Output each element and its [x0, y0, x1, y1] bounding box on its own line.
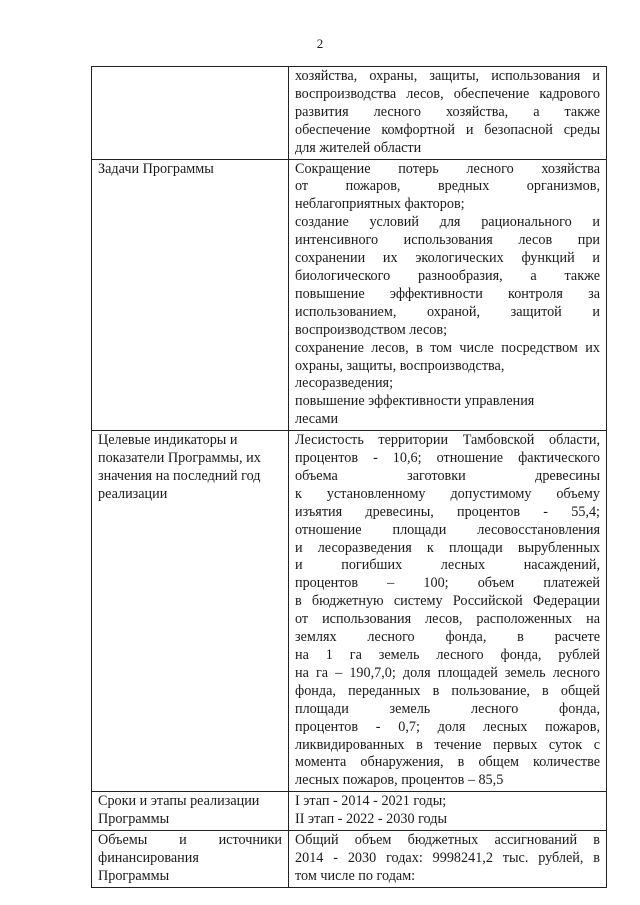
text-line: биологического разнообразия, а также — [295, 267, 600, 284]
text-line: изъятия древесины, процентов - 55,4; — [295, 503, 600, 520]
text-line: воспроизводством лесов; — [295, 321, 448, 338]
text-line: реализации — [98, 485, 168, 502]
row-label-funding — [92, 831, 289, 888]
table-row — [92, 792, 607, 831]
text-line: Задачи Программы — [98, 160, 214, 177]
text-line: в бюджетную систему Российской Федерации — [295, 593, 600, 610]
text-line: и погибших лесных насаждений, — [295, 557, 600, 574]
text-line: для жителей области — [295, 139, 422, 156]
text-line: обеспечение комфортной и безопасной среды — [295, 121, 600, 138]
text-line: Объемы и источники — [98, 832, 282, 849]
text-line: землях лесного фонда, в расчете — [295, 629, 600, 646]
text-line: лесами — [295, 411, 339, 428]
text-line: финансирования — [98, 849, 199, 866]
table-row — [92, 831, 607, 888]
text-line: отношение площади лесовосстановления — [295, 521, 600, 538]
text-line: 2014 - 2030 годах: 9998241,2 тыс. рублей, в — [295, 849, 600, 866]
row-label-timeframe — [92, 792, 289, 831]
text-line: от пожаров, вредных организмов, — [295, 178, 600, 195]
text-line: неблагоприятных факторов; — [295, 196, 465, 213]
text-line: и лесоразведения к площади вырубленных — [295, 539, 600, 556]
text-line: Программы — [98, 867, 170, 884]
text-line: момента обнаружения, в общем количестве — [295, 754, 600, 771]
text-line: Сроки и этапы реализации — [98, 793, 260, 810]
text-line: лесных пожаров, процентов – 85,5 — [295, 772, 504, 789]
program-passport-table — [91, 66, 607, 888]
text-line: ликвидированных в течение первых суток с — [295, 736, 600, 753]
text-line: развития лесного хозяйства, а также — [295, 103, 600, 120]
text-line: II этап - 2022 - 2030 годы — [295, 811, 447, 828]
page-number: 2 — [316, 36, 324, 51]
text-line: площади земель лесного фонда, — [295, 700, 600, 717]
row-value-target-indicators — [289, 431, 607, 792]
table-row — [92, 67, 607, 160]
text-line: Общий объем бюджетных ассигнований в — [295, 832, 600, 849]
text-line: фонда, переданных в пользование, в общей — [295, 682, 600, 699]
text-line: I этап - 2014 - 2021 годы; — [295, 793, 447, 810]
text-line: использованием, охраной, защитой и — [295, 303, 600, 320]
row-value-tasks — [289, 159, 607, 431]
row-label-target-indicators — [92, 431, 289, 792]
text-line: сохранение лесов, в том числе посредством их — [295, 339, 600, 356]
text-line: охраны, защиты, воспроизводства, — [295, 357, 505, 374]
text-line: показатели Программы, их — [98, 450, 261, 467]
text-line: от использования лесов, расположенных на — [295, 611, 600, 628]
table-row — [92, 431, 607, 792]
row-label-tasks — [92, 159, 289, 431]
text-line: процентов - 0,7; доля лесных пожаров, — [295, 718, 600, 735]
text-line: процентов - 10,6; отношение фактического — [295, 450, 600, 467]
text-line: значения на последний год — [98, 467, 261, 484]
text-line: том числе по годам: — [295, 867, 416, 884]
table-row — [92, 159, 607, 431]
text-line: хозяйства, охраны, защиты, использования и — [295, 68, 600, 84]
text-line: объема заготовки древесины — [295, 467, 600, 484]
row-value-timeframe — [289, 792, 607, 831]
row-value-funding — [289, 831, 607, 888]
text-line: на 1 га земель лесного фонда, рублей — [295, 647, 600, 663]
text-line: повышение эффективности управления — [295, 393, 535, 410]
text-line: на га – 190,7,0; доля площадей земель лесного — [295, 664, 600, 681]
text-line: сохранении их экологических функций и — [295, 250, 600, 267]
text-line: воспроизводства лесов, обеспечение кадрового — [295, 85, 600, 102]
text-line: создание условий для рационального и — [295, 214, 600, 231]
text-line: Программы — [98, 811, 170, 828]
text-line: Целевые индикаторы и — [98, 432, 238, 449]
text-line: Сокращение потерь лесного хозяйства — [295, 160, 600, 177]
text-line: Лесистость территории Тамбовской области, — [295, 432, 600, 449]
row-label-goal-continuation — [92, 67, 289, 160]
text-line: к установленному допустимому объему — [295, 485, 600, 502]
text-line: процентов – 100; объем платежей — [295, 575, 600, 592]
row-value-goal-continuation — [289, 67, 607, 160]
text-line: лесоразведения; — [295, 375, 394, 392]
text-line: повышение эффективности контроля за — [295, 285, 600, 302]
text-line: интенсивного использования лесов при — [295, 232, 600, 249]
